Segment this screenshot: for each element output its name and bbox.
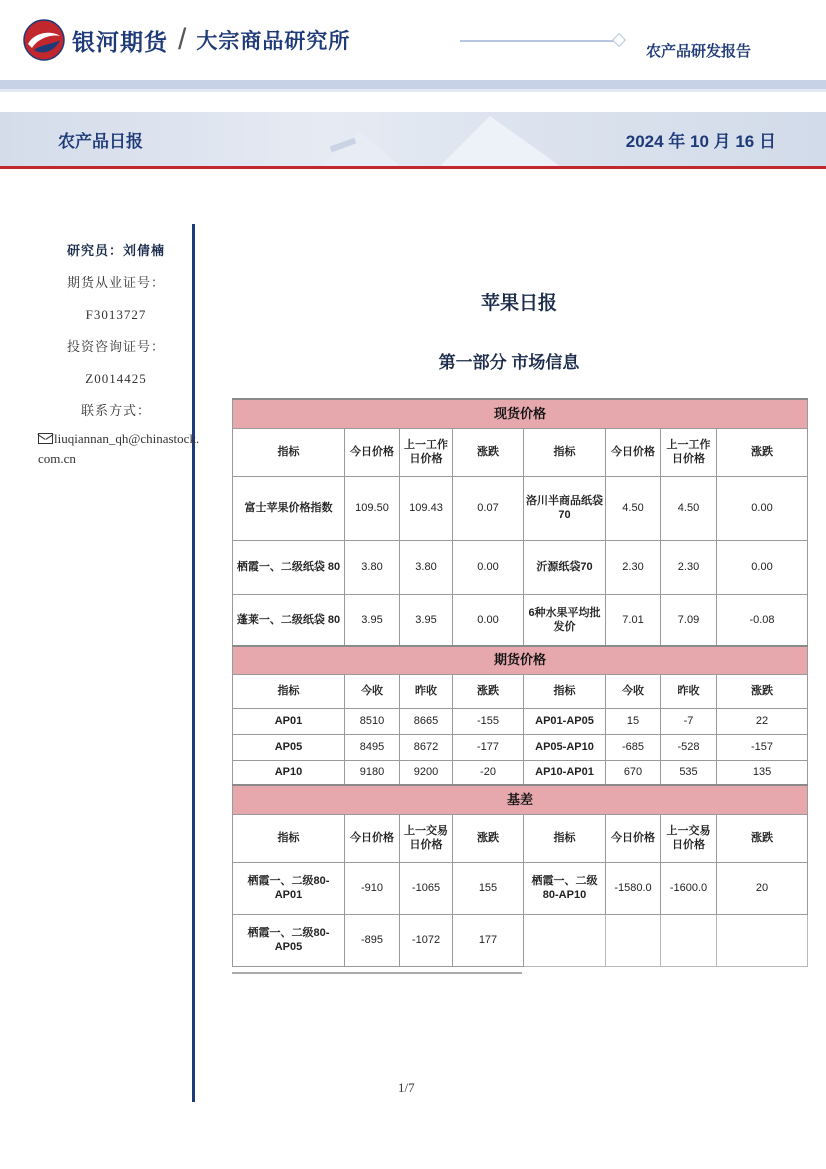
table-cell: 3.95 [345,594,400,646]
column-header: 指标 [524,674,606,708]
column-header: 指标 [524,428,606,476]
table-cell: 栖霞一、二级80-AP10 [524,862,606,914]
table-cell: 109.43 [400,476,453,540]
table-cell: 3.80 [345,540,400,594]
table-cell: AP01-AP05 [524,708,606,734]
table-cell: 蓬莱一、二级纸袋 80 [233,594,345,646]
table-row [233,476,808,540]
table-row [233,540,808,594]
section-title-cell: 期货价格 [233,646,808,674]
table-cell: 4.50 [661,476,717,540]
basis-section-header [233,785,808,814]
table-cell: -1580.0 [606,862,661,914]
email-text[interactable]: liuqiannan_qh@chinastock.com.cn [38,431,200,466]
table-row [233,708,808,734]
table-cell: 109.50 [345,476,400,540]
table-cell: 8510 [345,708,400,734]
report-date: 2024 年 10 月 16 日 [625,132,776,151]
column-header: 指标 [233,428,345,476]
table-cell [717,914,808,966]
table-cell: 15 [606,708,661,734]
table-cell: 洛川半商品纸袋70 [524,476,606,540]
page-title: 苹果日报 [480,293,557,314]
table-cell: 9180 [345,760,400,785]
table-cell: 535 [661,760,717,785]
table-cell: 栖霞一、二级纸袋 80 [233,540,345,594]
table-cell: 富士苹果价格指数 [233,476,345,540]
table-cell: 670 [606,760,661,785]
table-cell: 0.07 [453,476,524,540]
page-number: 1/7 [398,1080,415,1095]
table-cell: 135 [717,760,808,785]
column-header: 今日价格 [345,814,400,862]
table-cell: 3.95 [400,594,453,646]
table-cell: 8672 [400,734,453,760]
table-cell: 栖霞一、二级80-AP01 [233,862,345,914]
column-header: 指标 [233,814,345,862]
table-cell: 沂源纸袋70 [524,540,606,594]
consult-cert-number: Z0014425 [85,371,147,386]
daily-report-title: 农产品日报 [58,132,143,151]
section-title-cell: 基差 [233,785,808,814]
column-header: 指标 [233,674,345,708]
table-cell: 0.00 [453,540,524,594]
contact-label: 联系方式： [80,403,151,418]
column-header: 今收 [606,674,661,708]
column-header: 今日价格 [345,428,400,476]
table-cell: 栖霞一、二级80-AP05 [233,914,345,966]
author-sidebar [30,243,202,469]
banner-red-rule [0,166,826,169]
table-cell: AP05 [233,734,345,760]
column-header: 涨跌 [453,428,524,476]
spot-section-header [233,399,808,428]
table-bottom-rule [232,972,522,974]
column-header: 上一交易日价格 [400,814,453,862]
diamond-icon [612,33,626,47]
futures-section-header [233,646,808,674]
column-header: 涨跌 [717,814,808,862]
header-stripe [0,80,826,89]
table-cell: 9200 [400,760,453,785]
table-cell: -910 [345,862,400,914]
column-header: 上一工作日价格 [661,428,717,476]
mail-icon [38,433,53,444]
table-cell: 2.30 [661,540,717,594]
table-row [233,594,808,646]
column-header: 上一工作日价格 [400,428,453,476]
banner-decoration-icon [300,112,620,166]
table-cell: -157 [717,734,808,760]
table-cell: -1072 [400,914,453,966]
brand-divider-icon: / [178,23,187,56]
table-cell: 4.50 [606,476,661,540]
column-header: 涨跌 [453,814,524,862]
column-header: 涨跌 [717,428,808,476]
table-row [233,914,808,966]
column-header: 指标 [524,814,606,862]
brand-name: 银河期货 [72,28,168,55]
galaxy-logo-icon [22,18,66,62]
table-cell: AP10 [233,760,345,785]
table-header-row [233,814,808,862]
column-header: 上一交易日价格 [661,814,717,862]
table-cell: 2.30 [606,540,661,594]
futures-cert-label: 期货从业证号： [66,275,165,290]
table-cell: 0.00 [453,594,524,646]
column-header: 今日价格 [606,814,661,862]
header-rule [460,40,620,42]
column-header: 涨跌 [453,674,524,708]
table-cell: 155 [453,862,524,914]
table-row [233,862,808,914]
column-header: 涨跌 [717,674,808,708]
column-header: 昨收 [400,674,453,708]
table-cell: -685 [606,734,661,760]
table-row [233,760,808,785]
header-logo [22,18,350,62]
table-cell: 20 [717,862,808,914]
report-type: 农产品研发报告 [646,43,752,60]
table-cell: 177 [453,914,524,966]
table-cell: -1600.0 [661,862,717,914]
table-cell [606,914,661,966]
institute-name: 大宗商品研究所 [196,30,351,53]
table-cell: -0.08 [717,594,808,646]
table-cell: AP01 [233,708,345,734]
researcher-name: 研究员：刘倩楠 [66,243,165,258]
market-info-table [232,398,808,967]
table-cell: 0.00 [717,540,808,594]
futures-cert-number: F3013727 [85,307,147,322]
section-title-cell: 现货价格 [233,399,808,428]
table-cell: 3.80 [400,540,453,594]
table-cell: -155 [453,708,524,734]
table-cell: -177 [453,734,524,760]
table-cell: -895 [345,914,400,966]
header-stripe-light [0,89,826,92]
table-header-row [233,674,808,708]
column-header: 今日价格 [606,428,661,476]
section-title: 第一部分 市场信息 [438,353,580,372]
contact-email[interactable] [30,429,202,469]
consult-cert-label: 投资咨询证号： [66,339,165,354]
table-cell: 7.09 [661,594,717,646]
table-cell: AP05-AP10 [524,734,606,760]
table-cell: -20 [453,760,524,785]
table-cell: 0.00 [717,476,808,540]
table-cell: 22 [717,708,808,734]
table-cell: -1065 [400,862,453,914]
table-header-row [233,428,808,476]
column-header: 昨收 [661,674,717,708]
column-header: 今收 [345,674,400,708]
table-cell: 7.01 [606,594,661,646]
table-row [233,734,808,760]
table-cell [661,914,717,966]
table-cell: -528 [661,734,717,760]
table-cell: AP10-AP01 [524,760,606,785]
table-cell: -7 [661,708,717,734]
table-cell: 6种水果平均批发价 [524,594,606,646]
table-cell: 8665 [400,708,453,734]
table-cell: 8495 [345,734,400,760]
table-cell [524,914,606,966]
